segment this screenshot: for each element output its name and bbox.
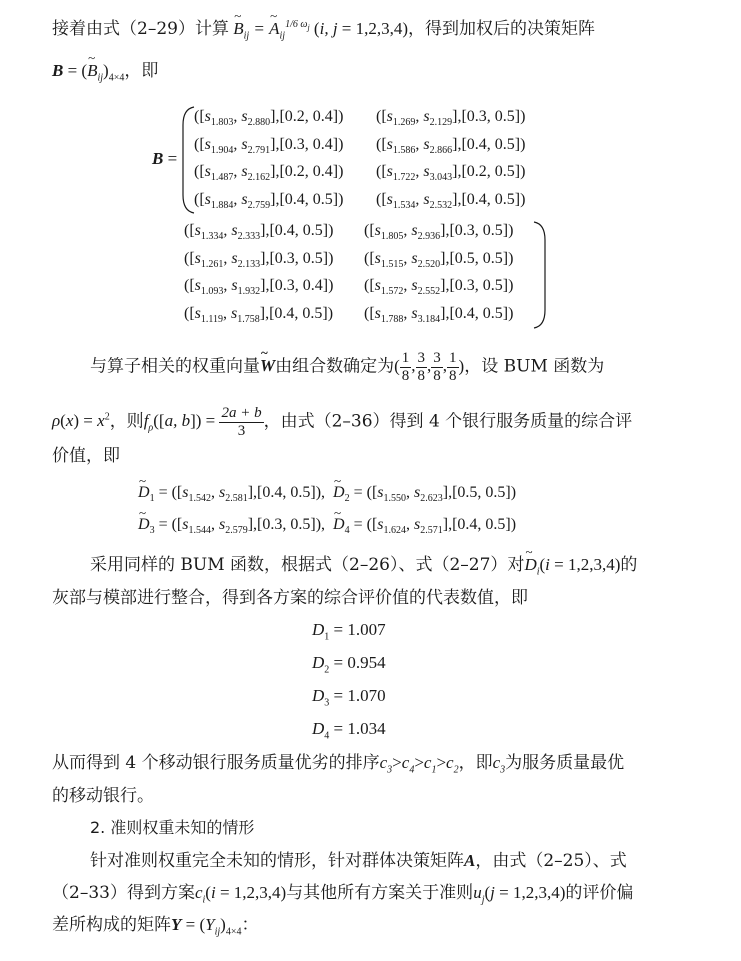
para-line-8 <box>52 788 154 805</box>
para-line-bum <box>52 405 632 440</box>
weight-fraction: $\frac{3}{8}$ <box>417 350 426 384</box>
matrix-cell: ([$s_{1.788}$, $s_{3.184}],[0.4$, 0.5]) <box>364 304 514 325</box>
matrix-cell: ([$s_{1.093}$, $s_{1.932}],[0.3$, 0.4]) <box>184 277 334 298</box>
matrix-cell: ([$s_{1.805}$, $s_{2.936}],[0.3$, 0.5]) <box>364 222 514 243</box>
para5-text-a: 采用同样的 BUM 函数，根据式（2–26）、式（2–27）对 <box>90 555 525 575</box>
para7-text-b: ，即 <box>458 753 493 773</box>
para-line-1 <box>52 19 596 42</box>
w-vector: ~ W <box>260 356 275 375</box>
d-value-row: $D_1 = 1.007$ <box>312 620 386 643</box>
para-line-10 <box>52 883 634 906</box>
para2-text-b: 由组合数确定为 <box>275 356 395 377</box>
matrix-cell: ([$s_{1.534}$, $s_{2.532}],[0.4$, 0.5]) <box>376 190 526 211</box>
para11-text-b: ： <box>241 915 259 935</box>
para6-text: 灰部与模部进行整合，得到各方案的综合评价值的代表数值，即 <box>52 588 528 608</box>
para10-text-a: （2–33）得到方案 <box>52 883 195 903</box>
matrix-right-bracket <box>532 220 548 330</box>
para1-text-b: ，得到加权后的决策矩阵 <box>408 19 596 39</box>
para5-text-b: 的 <box>620 555 638 575</box>
y-matrix: $Y = (Y_{ij})_{4\times 4}$ <box>171 915 242 938</box>
para1-text-c: ，即 <box>124 61 159 81</box>
matrix-cell: ([$s_{1.269}$, $s_{2.129}],[0.3$, 0.5]) <box>376 108 526 129</box>
weight-fraction: $\frac{1}{8}$ <box>401 350 410 384</box>
matrix-cell: ([$s_{1.884}$, $s_{2.759}],[0.4$, 0.5]) <box>194 190 344 211</box>
para1-text-a: 接着由式（2–29）计算 <box>52 19 229 39</box>
matrix-cell: ([$s_{1.487}$, $s_{2.162}],[0.2$, 0.4]) <box>194 163 344 184</box>
weight-fraction: $\frac{3}{8}$ <box>433 350 441 384</box>
section-heading <box>90 820 254 836</box>
matrix-label: B = <box>152 149 178 168</box>
matrix-cell: ([$s_{1.586}$, $s_{2.866}],[0.4$, 0.5]) <box>376 135 526 156</box>
c-i: $c_i(i = 1,2,3,4)$ <box>194 883 287 906</box>
d-tilde-line-1: ~ $D_1 = ([s_{1.542}$, $s_{2.581}],[0.4$, 0.5]), ~ $D_2 = ([s_{1.550}$, $s_{2.623}],[0.5$, 0.5]) <box>138 484 516 502</box>
matrix-cell: ([$s_{1.515}$, $s_{2.520}],[0.5$, 0.5]) <box>364 249 514 270</box>
d-tilde-i: ~ $D_i(i = 1,2,3,4)$ <box>524 555 620 574</box>
matrix-cell: ([$s_{1.803}$, $s_{2.880}],[0.2$, 0.4]) <box>194 108 344 129</box>
para3-text-b: ，由式（2–36）得到 4 个银行服务质量的综合评 <box>263 411 633 432</box>
para10-text-c: 的评价偏 <box>565 883 634 903</box>
para10-text-b: 与其他所有方案关于准则 <box>286 883 474 903</box>
b-matrix-def: B = (~ $B_{ij})_{4\times 4}$ <box>52 61 124 80</box>
matrix-a: A <box>464 851 476 870</box>
para4-text: 价值，即 <box>52 446 120 466</box>
d-value-row: $D_4 = 1.034$ <box>312 719 386 742</box>
c3: $c_3$ <box>492 753 506 776</box>
rho-function: $\rho(x) = x^2$ <box>52 411 110 431</box>
heading-text: 2. 准则权重未知的情形 <box>90 818 255 837</box>
para-line-9 <box>90 852 627 870</box>
d-value-row: $D_2 = 0.954$ <box>312 653 386 676</box>
para2-text-a: 与算子相关的权重向量 <box>90 356 260 377</box>
matrix-cell: ([$s_{1.572}$, $s_{2.552}],[0.3$, 0.5]) <box>364 277 514 298</box>
u-j: $u_j(j = 1,2,3,4)$ <box>473 883 566 906</box>
f-rho-formula: $f_\rho([a$, b]) = $\frac{2a + b}{3}$ <box>143 405 262 439</box>
para-line-5 <box>90 555 638 578</box>
matrix-cell: ([$s_{1.119}$, $s_{1.758}],[0.4$, 0.5]) <box>184 304 334 325</box>
matrix-cell: ([$s_{1.334}$, $s_{2.333}],[0.4$, 0.5]) <box>184 222 334 243</box>
para-line-11 <box>52 915 259 938</box>
para11-text-a: 差所构成的矩阵 <box>52 915 171 935</box>
para-line-weights <box>90 350 604 385</box>
weight-fraction: $\frac{1}{8}$ <box>449 350 457 384</box>
matrix-cell: ([$s_{1.904}$, $s_{2.791}],[0.3$, 0.4]) <box>194 135 344 156</box>
d-value-row: $D_3 = 1.070$ <box>312 686 386 709</box>
d-tilde-line-2: ~ $D_3 = ([s_{1.544}$, $s_{2.579}],[0.3$, 0.5]), ~ $D_4 = ([s_{1.624}$, $s_{2.571}],[0.4$, 0.5]) <box>138 516 516 534</box>
para7-text-c: 为服务质量最优 <box>505 753 625 773</box>
para9-text-a: 针对准则权重完全未知的情形，针对群体决策矩阵 <box>90 851 464 871</box>
para7-text-a: 从而得到 4 个移动银行服务质量优劣的排序 <box>52 753 380 773</box>
para8-text: 的移动银行。 <box>52 786 154 806</box>
para-line-6 <box>52 590 528 607</box>
para-line-2 <box>52 61 159 84</box>
matrix-cell: ([$s_{1.261}$, $s_{2.133}],[0.3$, 0.5]) <box>184 249 334 270</box>
ranking: $c_3>c_4>c_1>c_2$ <box>379 753 459 776</box>
para-line-4 <box>52 448 120 465</box>
para-line-7 <box>52 753 625 776</box>
para2-text-c: ，设 BUM 函数为 <box>464 356 605 377</box>
para3-text-a: ，则 <box>109 411 144 432</box>
para9-text-b: ，由式（2–25）、式 <box>475 851 627 871</box>
b-tilde-ij: ~ $B_{ij}$ = ~ $A_{ij}^{1/6 \omega_j}$ (i, j = 1,2,3,4) <box>229 19 408 38</box>
matrix-cell: ([$s_{1.722}$, $s_{3.043}],[0.2$, 0.5]) <box>376 163 526 184</box>
weight-vector: ( $\frac{1}{8}$ , $\frac{3}{8}$ , $\frac{3}{8}$ , $\frac{1}{8}$ ) <box>394 350 465 384</box>
